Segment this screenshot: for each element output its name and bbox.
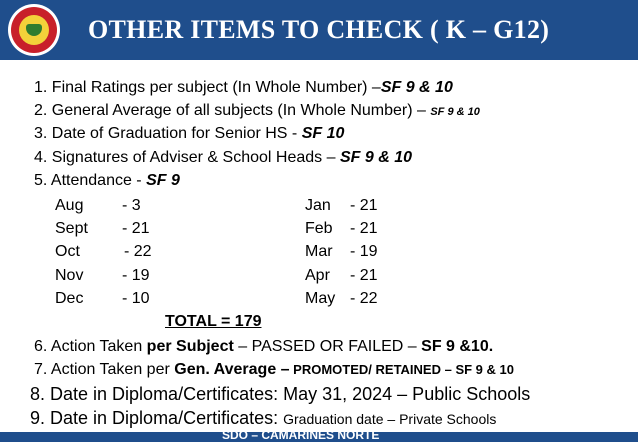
attendance-days: - 3 [122,197,141,214]
item-2: 2. General Average of all subjects (In Whole Number) – SF 9 & 10 [34,102,480,119]
attendance-month: Oct [55,243,80,260]
attendance-days: - 21 [350,267,378,284]
attendance-month: Dec [55,290,84,307]
attendance-month: Sept [55,220,88,237]
attendance-month: Nov [55,267,84,284]
item-4: 4. Signatures of Adviser & School Heads – SF 9 & 10 [34,149,412,166]
item-7: 7. Action Taken per Gen. Average – PROMOTED/ RETAINED – SF 9 & 10 [34,361,514,378]
item-8: 8. Date in Diploma/Certificates: May 31, 2024 – Public Schools [30,384,531,404]
page-title: OTHER ITEMS TO CHECK ( K – G12) [88,15,550,44]
attendance-days: - 22 [124,243,152,260]
division-seal-logo-icon [8,4,60,56]
attendance-days: - 22 [350,290,378,307]
attendance-days: - 21 [350,220,378,237]
attendance-month: Jan [305,197,331,214]
item-5: 5. Attendance - SF 9 [34,172,180,189]
attendance-month: Aug [55,197,84,214]
item-9: 9. Date in Diploma/Certificates: Graduation date – Private Schools [30,408,497,428]
header-bar [0,0,638,60]
attendance-days: - 21 [122,220,150,237]
item-6: 6. Action Taken per Subject – PASSED OR FAILED – SF 9 &10. [34,338,494,355]
attendance-month: Feb [305,220,333,237]
attendance-month: Apr [305,267,330,284]
attendance-days: - 21 [350,197,378,214]
attendance-days: - 19 [122,267,150,284]
attendance-days: - 19 [350,243,378,260]
footer-label: SDO – CAMARINES NORTE [222,428,380,442]
attendance-month: Mar [305,243,333,260]
item-1: 1. Final Ratings per subject (In Whole Number) –SF 9 & 10 [34,79,453,96]
attendance-month: May [305,290,336,307]
item-3: 3. Date of Graduation for Senior HS - SF 10 [34,125,345,142]
attendance-days: - 10 [122,290,150,307]
attendance-total: TOTAL = 179 [165,313,262,330]
